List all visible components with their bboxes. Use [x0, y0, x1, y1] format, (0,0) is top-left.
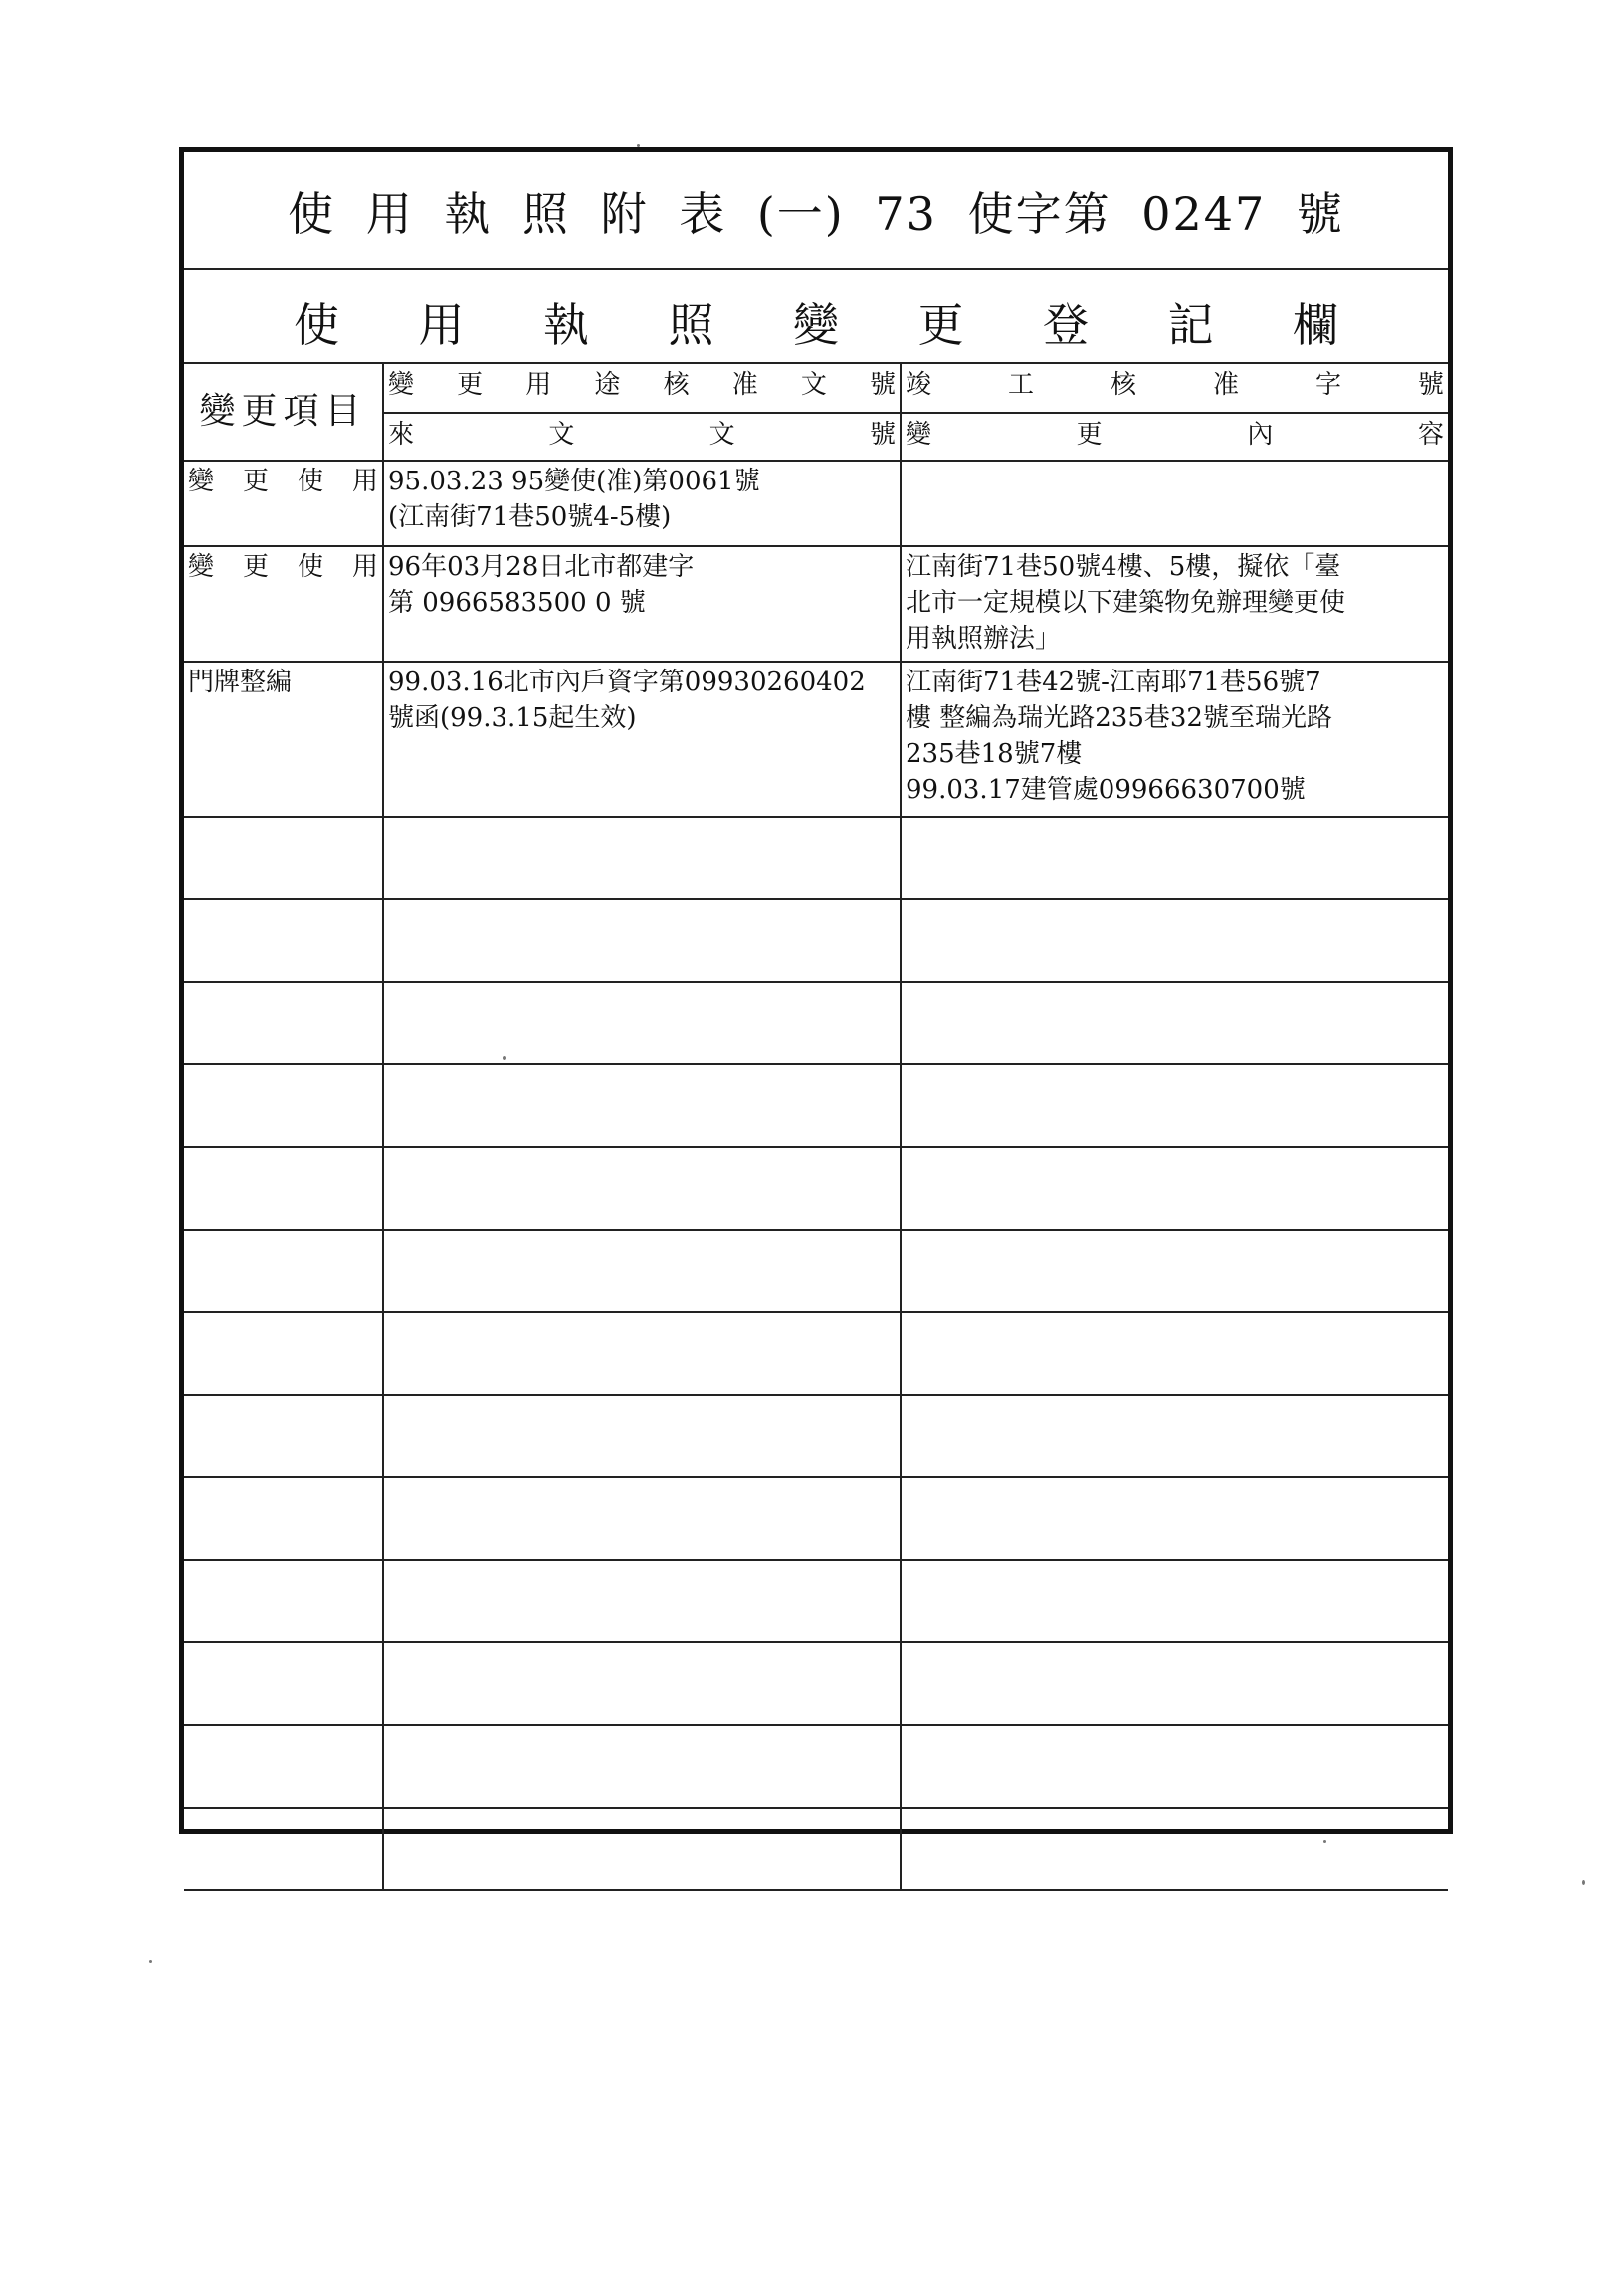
change-item-char: 變 [188, 552, 215, 582]
empty-cell [383, 1312, 901, 1395]
change-item-label [188, 464, 378, 499]
empty-table-row [184, 1064, 1448, 1147]
empty-cell [383, 1725, 901, 1808]
empty-cell [901, 1642, 1448, 1725]
empty-cell [184, 1147, 383, 1230]
header-change-content [901, 413, 1448, 461]
title-char: 表 [679, 187, 727, 241]
change-item-char: 更 [242, 552, 269, 582]
empty-table-row [184, 1477, 1448, 1560]
empty-cell [901, 1808, 1448, 1890]
change-item-char: 門牌整編 [188, 668, 293, 697]
empty-table-row [184, 982, 1448, 1064]
section-title-char: 欄 [1293, 298, 1338, 352]
change-item-cell [184, 546, 383, 662]
empty-cell [383, 1395, 901, 1477]
header-char: 文 [708, 420, 735, 450]
doc-number-line: (江南街71巷50號4-5樓) [388, 502, 672, 532]
change-content-cell [901, 546, 1448, 662]
header-change-item: 變更項目 [184, 363, 383, 461]
title-char: 執 [444, 187, 493, 241]
scan-speck [149, 1960, 152, 1963]
header-char: 變 [388, 370, 415, 400]
doc-number-line: 95.03.23 95變使(准)第0061號 [388, 467, 760, 496]
doc-number-line: 96年03月28日北市都建字 [388, 552, 695, 582]
section-title [294, 289, 1338, 355]
change-content-line: 江南街71巷50號4樓、5樓，擬依「臺 [906, 552, 1341, 582]
section-title-char: 登 [1043, 298, 1089, 352]
change-item-char: 使 [297, 467, 323, 496]
empty-cell [901, 1064, 1448, 1147]
empty-cell [184, 899, 383, 982]
empty-cell [901, 1147, 1448, 1230]
change-content-line: 99.03.17建管處09966630700號 [906, 775, 1306, 805]
empty-cell [383, 817, 901, 899]
title-char: 照 [521, 187, 570, 241]
header-completion-approval-no [901, 363, 1448, 413]
section-title-char: 執 [543, 298, 589, 352]
scan-speck [637, 144, 640, 147]
empty-cell [184, 1395, 383, 1477]
doc-number-cell [383, 461, 901, 546]
scan-speck [1582, 1880, 1585, 1885]
section-title-char: 更 [917, 298, 964, 352]
empty-cell [901, 1395, 1448, 1477]
empty-table-row [184, 1230, 1448, 1312]
empty-table-row [184, 1312, 1448, 1395]
title-permit-year: 73 [875, 187, 937, 241]
empty-cell [901, 1230, 1448, 1312]
scan-speck [503, 1056, 506, 1060]
empty-cell [901, 1725, 1448, 1808]
table-row [184, 461, 1448, 546]
empty-table-row [184, 1395, 1448, 1477]
title-char: (一) [756, 187, 845, 241]
change-item-char: 用 [351, 552, 378, 582]
empty-table-row [184, 1560, 1448, 1642]
subtitle-row [184, 268, 1448, 364]
change-item-char: 變 [188, 467, 215, 496]
header-char: 來 [388, 420, 415, 450]
empty-table-row [184, 1725, 1448, 1808]
change-item-char: 使 [297, 552, 323, 582]
empty-cell [383, 1064, 901, 1147]
change-content-cell [901, 662, 1448, 817]
doc-number-line: 號函(99.3.15起生效) [388, 703, 637, 733]
header-char: 竣 [906, 370, 932, 400]
empty-cell [901, 1477, 1448, 1560]
empty-cell [184, 1560, 383, 1642]
empty-cell [184, 1230, 383, 1312]
empty-cell [383, 1808, 901, 1890]
change-item-cell [184, 461, 383, 546]
header-char: 途 [594, 370, 621, 400]
empty-cell [383, 899, 901, 982]
header-char: 核 [663, 370, 690, 400]
empty-table-row [184, 1808, 1448, 1890]
empty-cell [383, 982, 901, 1064]
change-content-line: 江南街71巷42號-江南耶71巷56號7 [906, 668, 1321, 697]
header-char: 文 [800, 370, 827, 400]
empty-cell [184, 982, 383, 1064]
section-title-char: 變 [793, 298, 839, 352]
doc-number-cell [383, 662, 901, 817]
doc-number-line: 99.03.16北市內戶資字第09930260402 [388, 668, 866, 697]
change-item-char: 更 [242, 467, 269, 496]
table-row [184, 662, 1448, 817]
table-row [184, 546, 1448, 662]
header-char: 工 [1007, 370, 1034, 400]
change-item-label [188, 665, 378, 700]
title-char: 用 [365, 187, 414, 241]
change-item-char: 用 [351, 467, 378, 496]
header-char: 號 [869, 420, 896, 450]
empty-cell [184, 1725, 383, 1808]
header-char: 內 [1247, 420, 1274, 450]
section-title-char: 用 [418, 298, 465, 352]
empty-table-row [184, 1147, 1448, 1230]
change-content-line: 北市一定規模以下建築物免辦理變更使 [906, 588, 1346, 618]
header-char: 准 [731, 370, 758, 400]
empty-cell [383, 1147, 901, 1230]
section-title-char: 記 [1167, 298, 1214, 352]
empty-cell [383, 1477, 901, 1560]
doc-number-cell [383, 546, 901, 662]
header-char: 號 [869, 370, 896, 400]
change-content-cell [901, 461, 1448, 546]
header-char: 准 [1212, 370, 1239, 400]
change-item-cell [184, 662, 383, 817]
header-char: 號 [1417, 370, 1444, 400]
empty-cell [184, 1064, 383, 1147]
header-char: 核 [1110, 370, 1136, 400]
empty-cell [901, 1312, 1448, 1395]
empty-cell [383, 1642, 901, 1725]
scan-speck [1323, 1840, 1326, 1843]
header-char: 用 [525, 370, 552, 400]
empty-table-row [184, 1642, 1448, 1725]
header-incoming-doc-no [383, 413, 901, 461]
empty-cell [184, 1477, 383, 1560]
change-item-label [188, 549, 378, 585]
title-char: 附 [600, 187, 649, 241]
title-char: 使 [288, 187, 336, 241]
empty-cell [184, 817, 383, 899]
change-content-line: 用執照辦法」 [906, 624, 1062, 654]
title-char: 使字第 [967, 187, 1111, 241]
section-title-char: 使 [294, 298, 339, 352]
change-content-line: 樓 整編為瑞光路235巷32號至瑞光路 [906, 703, 1332, 733]
empty-cell [901, 899, 1448, 982]
empty-cell [184, 1642, 383, 1725]
empty-cell [901, 982, 1448, 1064]
empty-table-row [184, 899, 1448, 982]
empty-table-row [184, 817, 1448, 899]
empty-cell [184, 1808, 383, 1890]
header-char: 更 [457, 370, 484, 400]
header-char: 文 [548, 420, 575, 450]
section-title-char: 照 [668, 298, 714, 352]
empty-cell [901, 1560, 1448, 1642]
change-content-line: 235巷18號7樓 [906, 739, 1083, 769]
usage-permit-sheet [179, 147, 1453, 1834]
change-registry-table [184, 362, 1448, 1891]
empty-cell [383, 1230, 901, 1312]
empty-cell [383, 1560, 901, 1642]
empty-cell [901, 817, 1448, 899]
header-char: 變 [906, 420, 932, 450]
title-row [184, 152, 1448, 270]
title-char: 號 [1296, 187, 1344, 241]
header-char: 容 [1417, 420, 1444, 450]
header-char: 更 [1076, 420, 1103, 450]
header-approval-doc-no [383, 363, 901, 413]
empty-cell [184, 1312, 383, 1395]
header-char: 字 [1314, 370, 1341, 400]
page-title [184, 178, 1448, 244]
title-permit-number: 0247 [1141, 187, 1267, 241]
doc-number-line: 第 0966583500 0 號 [388, 588, 646, 618]
